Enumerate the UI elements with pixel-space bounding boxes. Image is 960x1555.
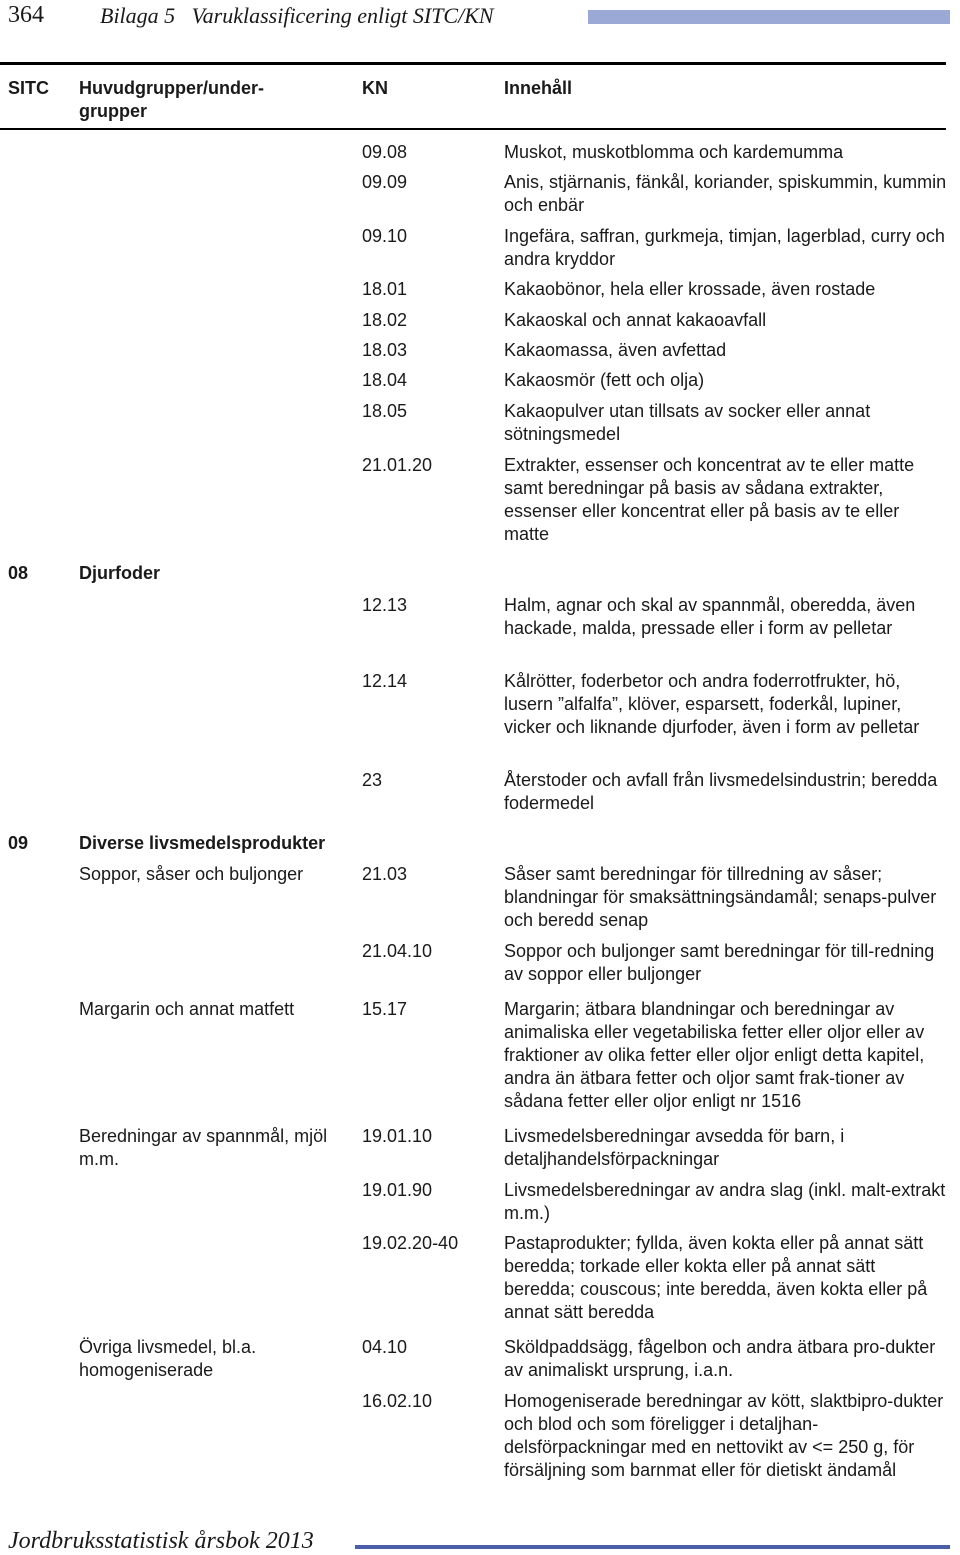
column-header-groups-line1: Huvudgrupper/under- xyxy=(79,78,264,98)
column-header-sitc: SITC xyxy=(8,78,50,98)
sitc-code: 09 xyxy=(8,833,29,853)
header-decorative-bar xyxy=(588,10,950,24)
kn-code: 18.04 xyxy=(362,370,408,390)
kn-code: 16.02.10 xyxy=(362,1391,433,1411)
subgroup-name: Margarin och annat matfett xyxy=(79,999,295,1019)
kn-code: 18.05 xyxy=(362,401,408,421)
running-title: Bilaga 5 Varuklassificering enligt SITC/KN xyxy=(100,3,494,28)
content-description: Kakaoskal och annat kakaoavfall xyxy=(504,310,767,330)
content-description: Homogeniserade beredningar av kött, slaktbipro-dukter och blod och som föreligger i detaljhan-delsförpackningar med en nettovikt av <= 250 g, för försäljning som barnmat eller för dietiskt ändamål xyxy=(504,1391,944,1480)
subgroup-name: Övriga livsmedel, bl.a. homogeniserade xyxy=(79,1337,257,1380)
kn-code: 09.09 xyxy=(362,172,408,192)
footer-publication-title: Jordbruksstatistisk årsbok 2013 xyxy=(8,1528,314,1554)
column-header-groups xyxy=(79,77,264,123)
kn-code: 04.10 xyxy=(362,1337,408,1357)
kn-code: 09.08 xyxy=(362,142,408,162)
content-description: Kakaosmör (fett och olja) xyxy=(504,370,705,390)
kn-code: 09.10 xyxy=(362,226,408,246)
content-description: Ingefära, saffran, gurkmeja, timjan, lagerblad, curry och andra kryddor xyxy=(504,226,945,269)
kn-code: 23 xyxy=(362,770,383,790)
content-description: Återstoder och avfall från livsmedelsindustrin; beredda fodermedel xyxy=(504,770,938,813)
column-header-kn: KN xyxy=(362,78,388,98)
kn-code: 19.01.90 xyxy=(362,1180,433,1200)
content-description: Halm, agnar och skal av spannmål, oberedda, även hackade, malda, pressade eller i form av pelletar xyxy=(504,595,916,638)
main-group-name: Djurfoder xyxy=(79,563,160,583)
column-header-content: Innehåll xyxy=(504,78,573,98)
content-description: Kålrötter, foderbetor och andra foderrotfrukter, hö, lusern ”alfalfa”, klöver, esparsett, foderkål, lupiner, vicker och liknande djurfoder, även i form av pelletar xyxy=(504,671,920,737)
content-description: Kakaopulver utan tillsats av socker eller annat sötningsmedel xyxy=(504,401,871,444)
content-description: Muskot, muskotblomma och kardemumma xyxy=(504,142,844,162)
kn-code: 15.17 xyxy=(362,999,408,1019)
content-description: Kakaobönor, hela eller krossade, även rostade xyxy=(504,279,876,299)
content-description: Livsmedelsberedningar avsedda för barn, i detaljhandelsförpackningar xyxy=(504,1126,845,1169)
table-header-rule xyxy=(0,128,946,130)
footer-decorative-bar xyxy=(355,1545,950,1549)
content-description: Sköldpaddsägg, fågelbon och andra ätbara pro-dukter av animaliskt ursprung, i.a.n. xyxy=(504,1337,936,1380)
kn-code: 12.14 xyxy=(362,671,408,691)
content-description: Extrakter, essenser och koncentrat av te eller matte samt beredningar på basis av sådana extrakter, essenser eller koncentrat eller på basis av te eller matte xyxy=(504,455,915,544)
sitc-code: 08 xyxy=(8,563,29,583)
page-number: 364 xyxy=(8,2,44,28)
column-header-groups-line2: grupper xyxy=(79,101,148,121)
subgroup-name: Soppor, såser och buljonger xyxy=(79,864,304,884)
kn-code: 18.01 xyxy=(362,279,408,299)
kn-code: 21.01.20 xyxy=(362,455,433,475)
subgroup-name: Beredningar av spannmål, mjöl m.m. xyxy=(79,1126,328,1169)
table-top-rule xyxy=(0,62,946,65)
kn-code: 19.01.10 xyxy=(362,1126,433,1146)
kn-code: 21.04.10 xyxy=(362,941,433,961)
content-description: Såser samt beredningar för tillredning av såser; blandningar för smaksättningsändamål; senaps-pulver och beredd senap xyxy=(504,864,937,930)
kn-code: 12.13 xyxy=(362,595,408,615)
content-description: Pastaprodukter; fyllda, även kokta eller på annat sätt beredda; torkade eller kokta eller på annat sätt beredda; couscous; inte beredda, även kokta eller på annat sätt beredda xyxy=(504,1233,928,1322)
content-description: Livsmedelsberedningar av andra slag (inkl. malt-extrakt m.m.) xyxy=(504,1180,946,1223)
kn-code: 18.02 xyxy=(362,310,408,330)
kn-code: 21.03 xyxy=(362,864,408,884)
content-description: Margarin; ätbara blandningar och beredningar av animaliska eller vegetabiliska fetter eller oljor eller av fraktioner av olika fetter eller oljor enligt detta kapitel, andra än ätbara fetter och oljor samt frak-tioner av sådana fetter eller oljor enligt nr 1516 xyxy=(504,999,925,1111)
content-description: Anis, stjärnanis, fänkål, koriander, spiskummin, kummin och enbär xyxy=(504,172,947,215)
content-description: Kakaomassa, även avfettad xyxy=(504,340,727,360)
content-description: Soppor och buljonger samt beredningar för till-redning av soppor eller buljonger xyxy=(504,941,935,984)
main-group-name: Diverse livsmedelsprodukter xyxy=(79,833,326,853)
kn-code: 18.03 xyxy=(362,340,408,360)
kn-code: 19.02.20-40 xyxy=(362,1233,459,1253)
